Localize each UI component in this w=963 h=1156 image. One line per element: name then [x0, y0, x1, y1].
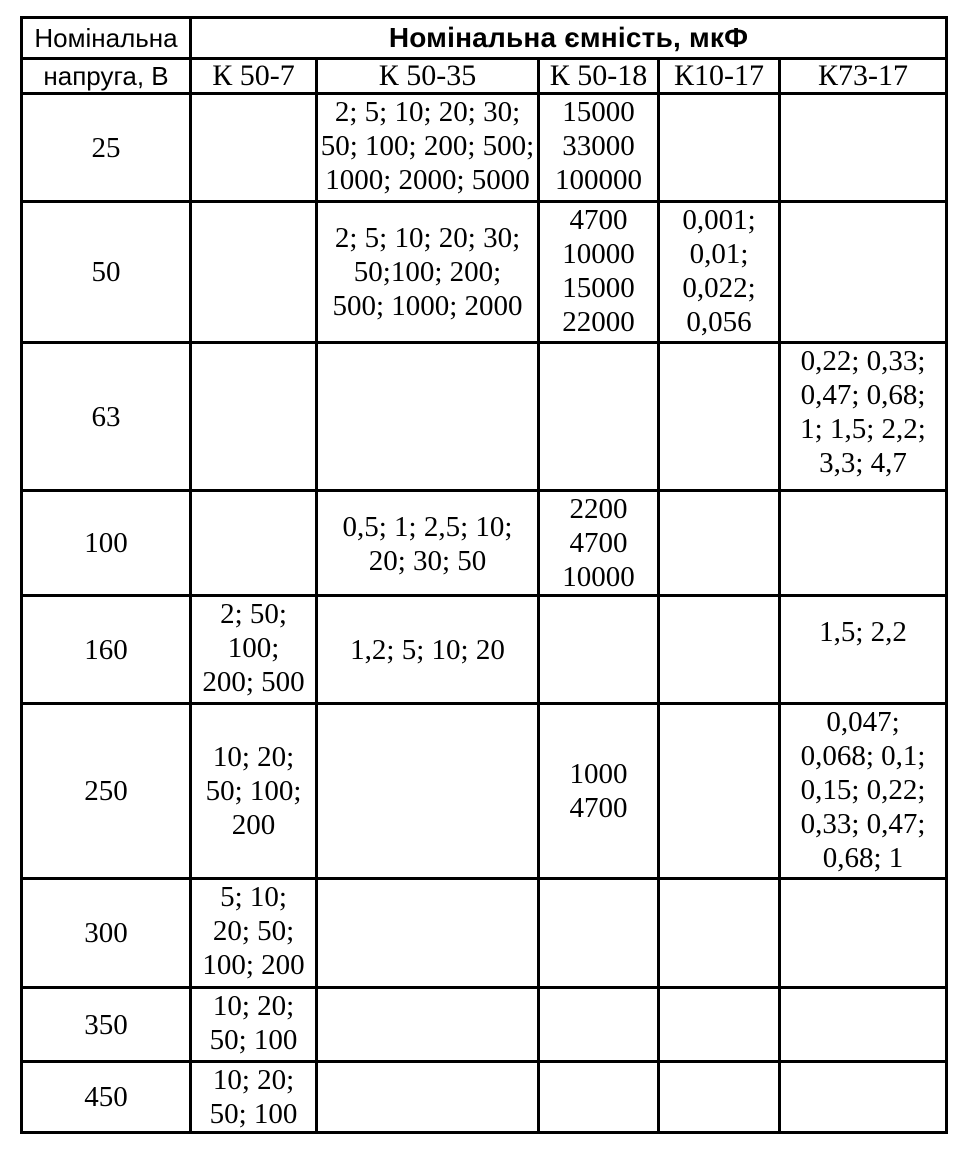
table-row — [22, 343, 947, 491]
capacitor-table — [20, 16, 948, 1134]
k10-17-cell — [659, 1062, 780, 1133]
k73-17-cell — [780, 202, 947, 343]
k50-7-cell: 10; 20; 50; 100; 200 — [191, 704, 317, 879]
k50-7-cell — [191, 94, 317, 202]
table-row — [22, 491, 947, 596]
voltage-cell: 300 — [22, 879, 191, 988]
k50-7-cell: 5; 10; 20; 50; 100; 200 — [191, 879, 317, 988]
k50-18-cell — [539, 596, 659, 704]
column-header-k10-17: К10-17 — [659, 59, 780, 94]
k50-18-cell — [539, 988, 659, 1062]
voltage-cell: 63 — [22, 343, 191, 491]
k50-35-cell: 0,5; 1; 2,5; 10; 20; 30; 50 — [317, 491, 539, 596]
voltage-cell: 350 — [22, 988, 191, 1062]
k10-17-cell: 0,001; 0,01; 0,022; 0,056 — [659, 202, 780, 343]
k50-35-cell — [317, 343, 539, 491]
k50-18-cell: 4700 10000 15000 22000 — [539, 202, 659, 343]
k50-35-cell — [317, 988, 539, 1062]
table-row — [22, 596, 947, 704]
k73-17-cell — [780, 879, 947, 988]
voltage-cell: 450 — [22, 1062, 191, 1133]
k10-17-cell — [659, 94, 780, 202]
k50-35-cell: 2; 5; 10; 20; 30; 50; 100; 200; 500; 1000; 2000; 5000 — [317, 94, 539, 202]
k50-18-cell: 2200 4700 10000 — [539, 491, 659, 596]
header-row-top — [22, 18, 947, 59]
k50-7-cell — [191, 202, 317, 343]
k10-17-cell — [659, 879, 780, 988]
column-header-k50-7: К 50-7 — [191, 59, 317, 94]
k73-17-cell — [780, 1062, 947, 1133]
k10-17-cell — [659, 988, 780, 1062]
k73-17-cell — [780, 988, 947, 1062]
k73-17-cell — [780, 94, 947, 202]
column-header-k50-35: К 50-35 — [317, 59, 539, 94]
k50-18-cell: 1000 4700 — [539, 704, 659, 879]
k50-7-cell — [191, 491, 317, 596]
k50-18-cell: 15000 33000 100000 — [539, 94, 659, 202]
k50-35-cell: 1,2; 5; 10; 20 — [317, 596, 539, 704]
k10-17-cell — [659, 596, 780, 704]
table-row — [22, 879, 947, 988]
k50-7-cell: 10; 20; 50; 100 — [191, 988, 317, 1062]
table-row — [22, 988, 947, 1062]
voltage-cell: 25 — [22, 94, 191, 202]
k50-35-cell — [317, 879, 539, 988]
k50-35-cell — [317, 704, 539, 879]
column-header-k73-17: К73-17 — [780, 59, 947, 94]
k50-7-cell: 10; 20; 50; 100 — [191, 1062, 317, 1133]
column-header-k50-18: К 50-18 — [539, 59, 659, 94]
k73-17-cell: 0,047; 0,068; 0,1; 0,15; 0,22; 0,33; 0,47; 0,68; 1 — [780, 704, 947, 879]
k10-17-cell — [659, 343, 780, 491]
k10-17-cell — [659, 704, 780, 879]
table-row — [22, 704, 947, 879]
k73-17-cell — [780, 491, 947, 596]
k50-18-cell — [539, 879, 659, 988]
header-row-columns — [22, 59, 947, 94]
k50-18-cell — [539, 343, 659, 491]
k50-18-cell — [539, 1062, 659, 1133]
voltage-header-line2: напруга, В — [22, 59, 191, 94]
voltage-cell: 160 — [22, 596, 191, 704]
capacity-header: Номінальна ємність, мкФ — [191, 18, 947, 59]
voltage-header-line1: Номінальна — [22, 18, 191, 59]
k50-7-cell: 2; 50; 100; 200; 500 — [191, 596, 317, 704]
table-row — [22, 202, 947, 343]
voltage-cell: 50 — [22, 202, 191, 343]
k73-17-cell: 1,5; 2,2 — [780, 596, 947, 704]
k50-35-cell: 2; 5; 10; 20; 30; 50;100; 200; 500; 1000; 2000 — [317, 202, 539, 343]
table-row — [22, 1062, 947, 1133]
voltage-cell: 250 — [22, 704, 191, 879]
k50-35-cell — [317, 1062, 539, 1133]
voltage-cell: 100 — [22, 491, 191, 596]
k10-17-cell — [659, 491, 780, 596]
table-row — [22, 94, 947, 202]
k73-17-cell: 0,22; 0,33; 0,47; 0,68; 1; 1,5; 2,2; 3,3; 4,7 — [780, 343, 947, 491]
k50-7-cell — [191, 343, 317, 491]
